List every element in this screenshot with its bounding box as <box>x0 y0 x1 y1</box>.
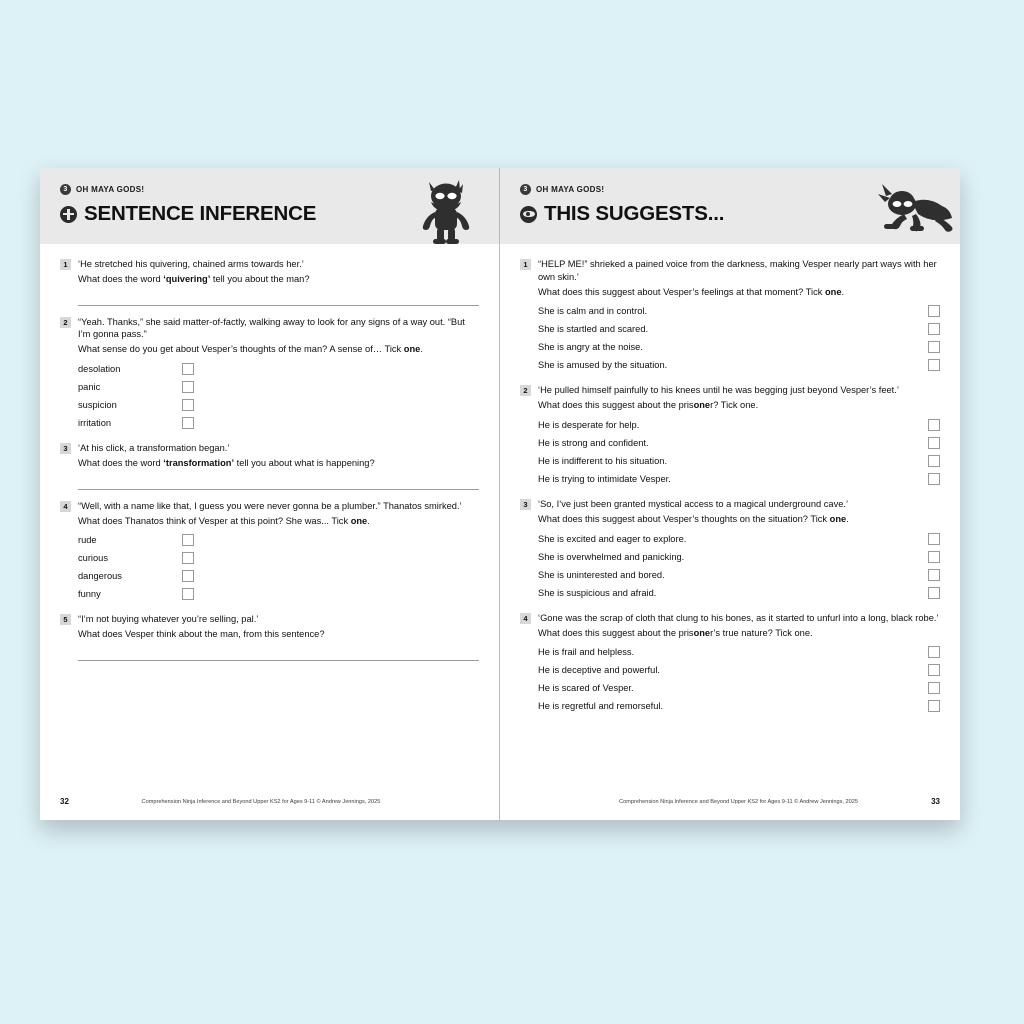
option-label: suspicion <box>78 400 117 411</box>
question-item <box>60 500 479 604</box>
tick-checkbox[interactable] <box>928 646 940 658</box>
question-number: 2 <box>520 385 531 396</box>
option-list <box>78 531 479 603</box>
answer-line[interactable] <box>78 475 479 490</box>
copyright-credit: Comprehension Ninja Inference and Beyond Upper KS2 for Ages 9-11 © Andrew Jennings, 2025 <box>619 798 858 805</box>
tick-checkbox[interactable] <box>928 437 940 449</box>
right-page <box>500 168 960 820</box>
answer-lines[interactable] <box>78 646 479 661</box>
answer-line[interactable] <box>78 646 479 661</box>
option-row[interactable] <box>78 585 479 603</box>
question-prompt: What does the word ‘quivering’ tell you about the man? <box>78 273 310 284</box>
answer-lines[interactable] <box>78 291 479 306</box>
option-row[interactable] <box>78 396 479 414</box>
tick-checkbox[interactable] <box>928 587 940 599</box>
tick-checkbox[interactable] <box>928 419 940 431</box>
option-label: He is deceptive and powerful. <box>538 665 660 676</box>
question-prompt: What sense do you get about Vesper’s thoughts of the man? A sense of… Tick one. <box>78 344 423 355</box>
question-number: 3 <box>60 443 71 454</box>
question-item <box>520 612 940 716</box>
tick-checkbox[interactable] <box>928 341 940 353</box>
kicker-number-badge: 3 <box>60 184 71 195</box>
answer-lines[interactable] <box>78 475 479 490</box>
tick-checkbox[interactable] <box>182 588 194 600</box>
option-label: She is excited and eager to explore. <box>538 533 687 544</box>
option-label: panic <box>78 382 101 393</box>
tick-checkbox[interactable] <box>182 534 194 546</box>
option-row[interactable] <box>538 320 940 338</box>
page-title: SENTENCE INFERENCE <box>84 202 317 225</box>
option-label: funny <box>78 589 101 600</box>
option-label: He is strong and confident. <box>538 438 649 449</box>
right-page-body <box>500 244 960 715</box>
eye-badge-icon <box>520 206 537 223</box>
book-spread <box>40 168 960 820</box>
option-row[interactable] <box>538 338 940 356</box>
left-page-body <box>40 244 499 661</box>
answer-line[interactable] <box>78 291 479 306</box>
option-label: She is suspicious and afraid. <box>538 587 657 598</box>
option-label: He is scared of Vesper. <box>538 683 634 694</box>
option-row[interactable] <box>78 549 479 567</box>
question-item <box>60 442 479 490</box>
question-number: 2 <box>60 317 71 328</box>
question-quote: ‘So, I’ve just been granted mystical access to a magical underground cave.’ <box>538 499 849 510</box>
question-item <box>520 498 940 602</box>
option-label: He is regretful and remorseful. <box>538 701 664 712</box>
plus-badge-icon <box>60 206 77 223</box>
option-list <box>538 416 940 488</box>
option-list <box>538 530 940 602</box>
question-quote: “Yeah. Thanks,” she said matter-of-factly, walking away to look for any signs of a way out. “But I’m gonna pass.” <box>78 316 465 340</box>
option-row[interactable] <box>78 414 479 432</box>
option-list <box>78 360 479 432</box>
option-label: desolation <box>78 364 121 375</box>
option-row[interactable] <box>538 661 940 679</box>
question-item <box>520 384 940 488</box>
question-prompt: What does this suggest about Vesper’s feelings at that moment? Tick one. <box>538 286 845 297</box>
question-quote: ‘Gone was the scrap of cloth that clung to his bones, as it started to unfurl into a long, black robe.’ <box>538 612 939 623</box>
tick-checkbox[interactable] <box>182 399 194 411</box>
option-label: She is startled and scared. <box>538 324 649 335</box>
copyright-credit: Comprehension Ninja Inference and Beyond Upper KS2 for Ages 9-11 © Andrew Jennings, 2025 <box>141 798 381 805</box>
tick-checkbox[interactable] <box>928 551 940 563</box>
option-label: She is calm and in control. <box>538 306 648 317</box>
question-quote: “HELP ME!” shrieked a pained voice from the darkness, making Vesper nearly part ways with her own skin.’ <box>538 259 937 282</box>
option-row[interactable] <box>78 567 479 585</box>
right-page-header <box>500 168 960 244</box>
option-row[interactable] <box>78 531 479 549</box>
option-list <box>538 302 940 374</box>
tick-checkbox[interactable] <box>928 473 940 485</box>
option-row[interactable] <box>538 584 940 602</box>
option-label: He is trying to intimidate Vesper. <box>538 474 671 485</box>
option-row[interactable] <box>538 530 940 548</box>
question-prompt: What does Thanatos think of Vesper at this point? She was... Tick one. <box>78 515 370 526</box>
option-row[interactable] <box>538 697 940 715</box>
option-row[interactable] <box>538 416 940 434</box>
option-row[interactable] <box>78 360 479 378</box>
question-prompt: What does Vesper think about the man, from this sentence? <box>78 629 325 640</box>
ninja-standing-icon <box>415 176 477 246</box>
tick-checkbox[interactable] <box>928 664 940 676</box>
option-row[interactable] <box>538 356 940 374</box>
option-label: He is desperate for help. <box>538 420 640 431</box>
question-quote: “I’m not buying whatever you’re selling, pal.’ <box>78 614 259 625</box>
option-row[interactable] <box>538 470 940 488</box>
option-label: She is amused by the situation. <box>538 360 668 371</box>
question-quote: “Well, with a name like that, I guess you were never gonna be a plumber.” Thanatos smirked.’ <box>78 500 462 511</box>
option-label: He is frail and helpless. <box>538 647 635 658</box>
option-row[interactable] <box>538 679 940 697</box>
kicker-label: OH MAYA GODS! <box>76 185 145 194</box>
question-quote: ‘At his click, a transformation began.’ <box>78 443 230 454</box>
tick-checkbox[interactable] <box>928 533 940 545</box>
tick-checkbox[interactable] <box>928 359 940 371</box>
question-item <box>60 316 479 432</box>
right-page-footer <box>500 797 960 806</box>
option-row[interactable] <box>538 452 940 470</box>
ninja-crawling-icon <box>876 176 938 246</box>
question-quote: ‘He stretched his quivering, chained arms towards her.’ <box>78 259 304 269</box>
option-label: She is angry at the noise. <box>538 342 643 353</box>
option-label: dangerous <box>78 571 122 582</box>
question-prompt: What does the word ‘transformation’ tell you about what is happening? <box>78 457 375 468</box>
question-quote: ‘He pulled himself painfully to his knees until he was begging just beyond Vesper’s feet.’ <box>538 385 899 396</box>
option-label: She is overwhelmed and panicking. <box>538 551 685 562</box>
option-label: irritation <box>78 418 112 429</box>
tick-checkbox[interactable] <box>182 570 194 582</box>
left-page-header <box>40 168 499 244</box>
left-page <box>40 168 500 820</box>
question-number: 5 <box>60 614 71 625</box>
question-number: 1 <box>520 259 531 270</box>
tick-checkbox[interactable] <box>182 552 194 564</box>
question-prompt: What does this suggest about the prisoner? Tick one. <box>538 400 759 411</box>
left-page-footer <box>40 797 499 806</box>
option-row[interactable] <box>538 434 940 452</box>
kicker-label: OH MAYA GODS! <box>536 185 605 194</box>
tick-checkbox[interactable] <box>928 455 940 467</box>
question-number: 3 <box>520 499 531 510</box>
kicker-number-badge: 3 <box>520 184 531 195</box>
option-list <box>538 643 940 715</box>
tick-checkbox[interactable] <box>928 569 940 581</box>
option-row[interactable] <box>538 566 940 584</box>
option-row[interactable] <box>538 643 940 661</box>
tick-checkbox[interactable] <box>182 381 194 393</box>
option-row[interactable] <box>538 548 940 566</box>
tick-checkbox[interactable] <box>928 305 940 317</box>
question-number: 1 <box>60 259 71 270</box>
question-prompt: What does this suggest about the prisoner’s true nature? Tick one. <box>538 627 813 638</box>
tick-checkbox[interactable] <box>182 417 194 429</box>
tick-checkbox[interactable] <box>928 700 940 712</box>
option-row[interactable] <box>538 302 940 320</box>
option-label: rude <box>78 535 97 546</box>
question-item <box>60 613 479 661</box>
option-label: curious <box>78 553 108 564</box>
option-row[interactable] <box>78 378 479 396</box>
question-item <box>520 258 940 374</box>
page-number: 32 <box>60 797 69 806</box>
question-number: 4 <box>520 613 531 624</box>
option-label: She is uninterested and bored. <box>538 569 665 580</box>
tick-checkbox[interactable] <box>928 682 940 694</box>
page-number: 33 <box>931 797 940 806</box>
page-title: THIS SUGGESTS... <box>544 202 725 225</box>
question-number: 4 <box>60 501 71 512</box>
tick-checkbox[interactable] <box>182 363 194 375</box>
question-prompt: What does this suggest about Vesper’s thoughts on the situation? Tick one. <box>538 513 849 524</box>
question-item <box>60 258 479 306</box>
tick-checkbox[interactable] <box>928 323 940 335</box>
option-label: He is indifferent to his situation. <box>538 456 668 467</box>
